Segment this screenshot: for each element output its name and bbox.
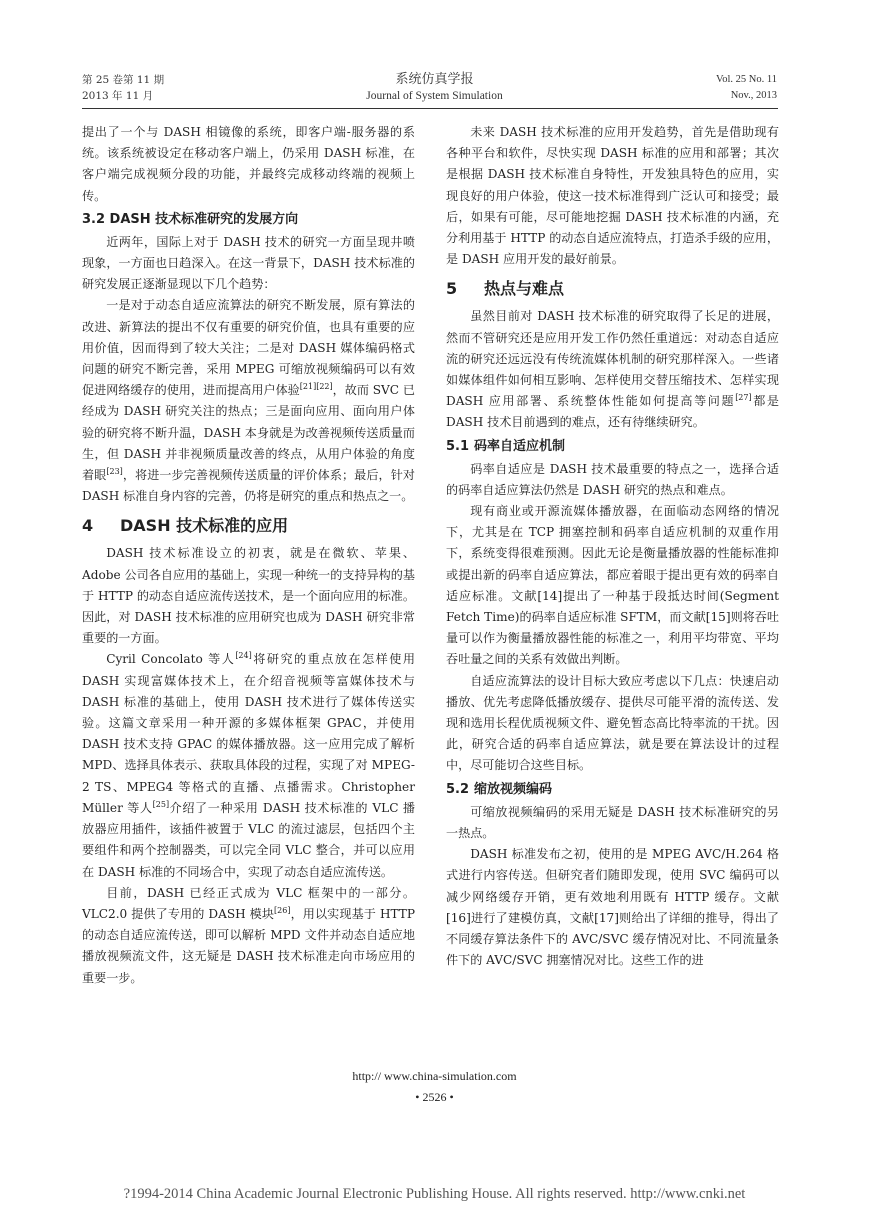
- paragraph: 目前，DASH 已经正式成为 VLC 框架中的一部分。VLC2.0 提供了专用的 DASH 模块[26]，用以实现基于 HTTP 的动态自适应流传送，即可以解析 MPD 文件并动态自适应地播放视频流文件，这无疑是 DASH 技术标准走向市场应用的重要一步。: [82, 885, 416, 985]
- citation[interactable]: [24]: [235, 651, 252, 661]
- paragraph: DASH 技术标准设立的初衷，就是在微软、苹果、Adobe 公司各自应用的基础上，实现一种统一的支持异构的基于 HTTP 的动态自适应流传送技术，是一个面向应用的标准。因此，对 DASH 技术标准的应用研究也成为 DASH 研究非常重要的一方面。: [82, 546, 415, 646]
- section-number: 4: [82, 516, 94, 536]
- section-heading-5-1: [446, 436, 779, 458]
- section-heading-3-2: 3.2 DASH 技术标准研究的发展方向: [82, 211, 299, 227]
- section-title: 码率自适应机制: [474, 438, 566, 454]
- header-rule: [82, 108, 778, 109]
- copyright-notice: ?1994-2014 China Academic Journal Electronic Publishing House. All rights reserved. http://www.cnki.net: [123, 1186, 746, 1202]
- footer-url[interactable]: http:// www.china-simulation.com: [352, 1069, 517, 1083]
- paragraph: 近两年，国际上对于 DASH 技术的研究一方面呈现井喷现象，一方面也日趋深入。在这一背景下，DASH 技术标准的研究发展正逐渐显现以下几个趋势：: [82, 234, 415, 292]
- section-title: DASH 技术标准的应用: [120, 516, 289, 536]
- citation[interactable]: [21][22]: [299, 382, 333, 392]
- section-number: 5.1: [446, 438, 470, 454]
- section-title: 缩放视频编码: [474, 781, 553, 797]
- citation[interactable]: [27]: [735, 393, 752, 403]
- journal-title-cn: 系统仿真学报: [395, 72, 474, 87]
- left-column: [82, 122, 415, 989]
- citation[interactable]: [25]: [152, 799, 170, 809]
- section-heading-5-2: [446, 779, 779, 801]
- citation[interactable]: [23]: [106, 467, 123, 477]
- date-en: Nov., 2013: [730, 90, 777, 101]
- section-number: 5: [446, 279, 458, 299]
- section-title: 热点与难点: [484, 279, 565, 299]
- paragraph: 自适应流算法的设计目标大致应考虑以下几点：快速启动播放、优先考虑降低播放缓存、提供尽可能平滑的流传送、发现和选用长程优质视频文件、避免暂态高比特率流的干扰。因此，研究合适的码率自适应算法，就是要在算法设计的过程中，尽可能切合这些目标。: [446, 673, 779, 773]
- volume-cn: 第 25 卷第 11 期: [82, 74, 165, 86]
- volume-en: Vol. 25 No. 11: [716, 74, 777, 85]
- journal-title-en: Journal of System Simulation: [366, 90, 503, 102]
- paragraph: Cyril Concolato 等人[24]将研究的重点放在怎样使用 DASH 实现富媒体技术上，在介绍音视频等富媒体技术与 DASH 标准的基础上，使用 DASH 技术进行了媒体传送实验。这篇文章采用一种开源的多媒体框架 GPAC，并使用 DASH 技术支持 GPAC 的媒体播放器。这一应用完成了解析 MPD、选择具体表示、获取具体段的过程，实现了对 MPEG-2 TS、MPEG4 等格式的直播、点播需求。Christopher Müller 等人[25]介绍了一种采用 DASH 技术标准的 VLC 播放器应用插件，该插件被置于 VLC 的流过滤层，包括四个主要组件和两个控制器类，可以完全同 VLC 整合，并可以应用在 DASH 标准的不同场合中，实现了动态自适应流传送。: [82, 651, 415, 879]
- citation[interactable]: [26]: [274, 905, 291, 915]
- paragraph: 虽然目前对 DASH 技术标准的研究取得了长足的进展，然而不管研究还是应用开发工作仍然任重道远：对动态自适应流的研究还远远没有传统流媒体机制的研究那样深入。一些诸如媒体组件如何相互影响、怎样使用交替压缩技术、怎样实现 DASH 应用部署、系统整体性能如何提高等问题[27]都是 DASH 技术目前遇到的难点，还有待继续研究。: [446, 309, 779, 430]
- paragraph: 未来 DASH 技术标准的应用开发趋势，首先是借助现有各种平台和软件，尽快实现 DASH 标准的应用和部署；其次是根据 DASH 技术标准自身特性，开发独具特色的应用，实现良好的用户体验，使这一技术标准得到广泛认可和接受；最后，如果有可能，尽可能地挖掘 DASH 技术标准的内涵，充分利用基于 HTTP 的动态自适应流特点，打造杀手级的应用，是 DASH 应用开发的最好前景。: [446, 125, 779, 267]
- paragraph: 现有商业或开源流媒体播放器，在面临动态网络的情况下，尤其是在 TCP 拥塞控制和码率自适应机制的双重作用下，系统变得很难预测。因此无论是衡量播放器的性能标准抑或提出新的码率自适应算法，都应着眼于提出更有效的码率自适应标准。文献[14]提出了一种基于段抵达时间(Segment Fetch Time)的码率自适应标准 SFTM，而文献[15]则将吞吐量可以作为衡量播放器性能的标准之一，利用平均带宽、平均吞吐量之间的关系有效做出判断。: [446, 504, 779, 667]
- date-cn: 2013 年 11 月: [82, 90, 154, 102]
- paragraph: 可缩放视频编码的采用无疑是 DASH 技术标准研究的另一热点。: [446, 804, 779, 840]
- header-volume-en: [716, 72, 777, 104]
- section-heading-4: [82, 513, 415, 539]
- paragraph: DASH 标准发布之初，使用的是 MPEG AVC/H.264 格式进行内容传送。但研究者们随即发现，使用 SVC 编码可以减少网络缓存开销，更有效地利用既有 HTTP 缓存。文献[16]进行了建模仿真，文献[17]则给出了详细的推导，得出了不同缓存算法条件下的 AVC/SVC 缓存情况对比、不同流量条件下的 AVC/SVC 拥塞情况对比。这些工作的进: [446, 847, 779, 968]
- page-number: • 2526 •: [415, 1090, 454, 1104]
- paragraph: 一是对于动态自适应流算法的研究不断发展，原有算法的改进、新算法的提出不仅有重要的研究价值，也具有重要的应用价值，因而得到了较大关注；二是对 DASH 媒体编码格式问题的研究不断完善，采用 MPEG 可缩放视频编码可以有效促进网络缓存的使用，进而提高用户体验[21][22]，故而 SVC 已经成为 DASH 研究关注的热点；三是面向应用、面向用户体验的研究将不断升温，DASH 本身就是为改善视频传送质量而生，但 DASH 并非视频质量改善的终点，从用户体验的角度着眼[23]，将进一步完善视频传送质量的评价体系；最后，针对 DASH 标准自身内容的完善，仍将是研究的重点和热点之一。: [82, 298, 415, 504]
- right-column: [446, 122, 779, 971]
- paragraph: 提出了一个与 DASH 相镜像的系统，即客户端-服务器的系统。该系统被设定在移动客户端上，仍采用 DASH 标准，在客户端完成视频分段的功能，并最终完成移动终端的视频上传。: [82, 125, 415, 203]
- section-number: 5.2: [446, 781, 470, 797]
- section-heading-5: [446, 276, 779, 302]
- paragraph: 码率自适应是 DASH 技术最重要的特点之一，选择合适的码率自适应算法仍然是 DASH 研究的热点和难点。: [446, 461, 779, 497]
